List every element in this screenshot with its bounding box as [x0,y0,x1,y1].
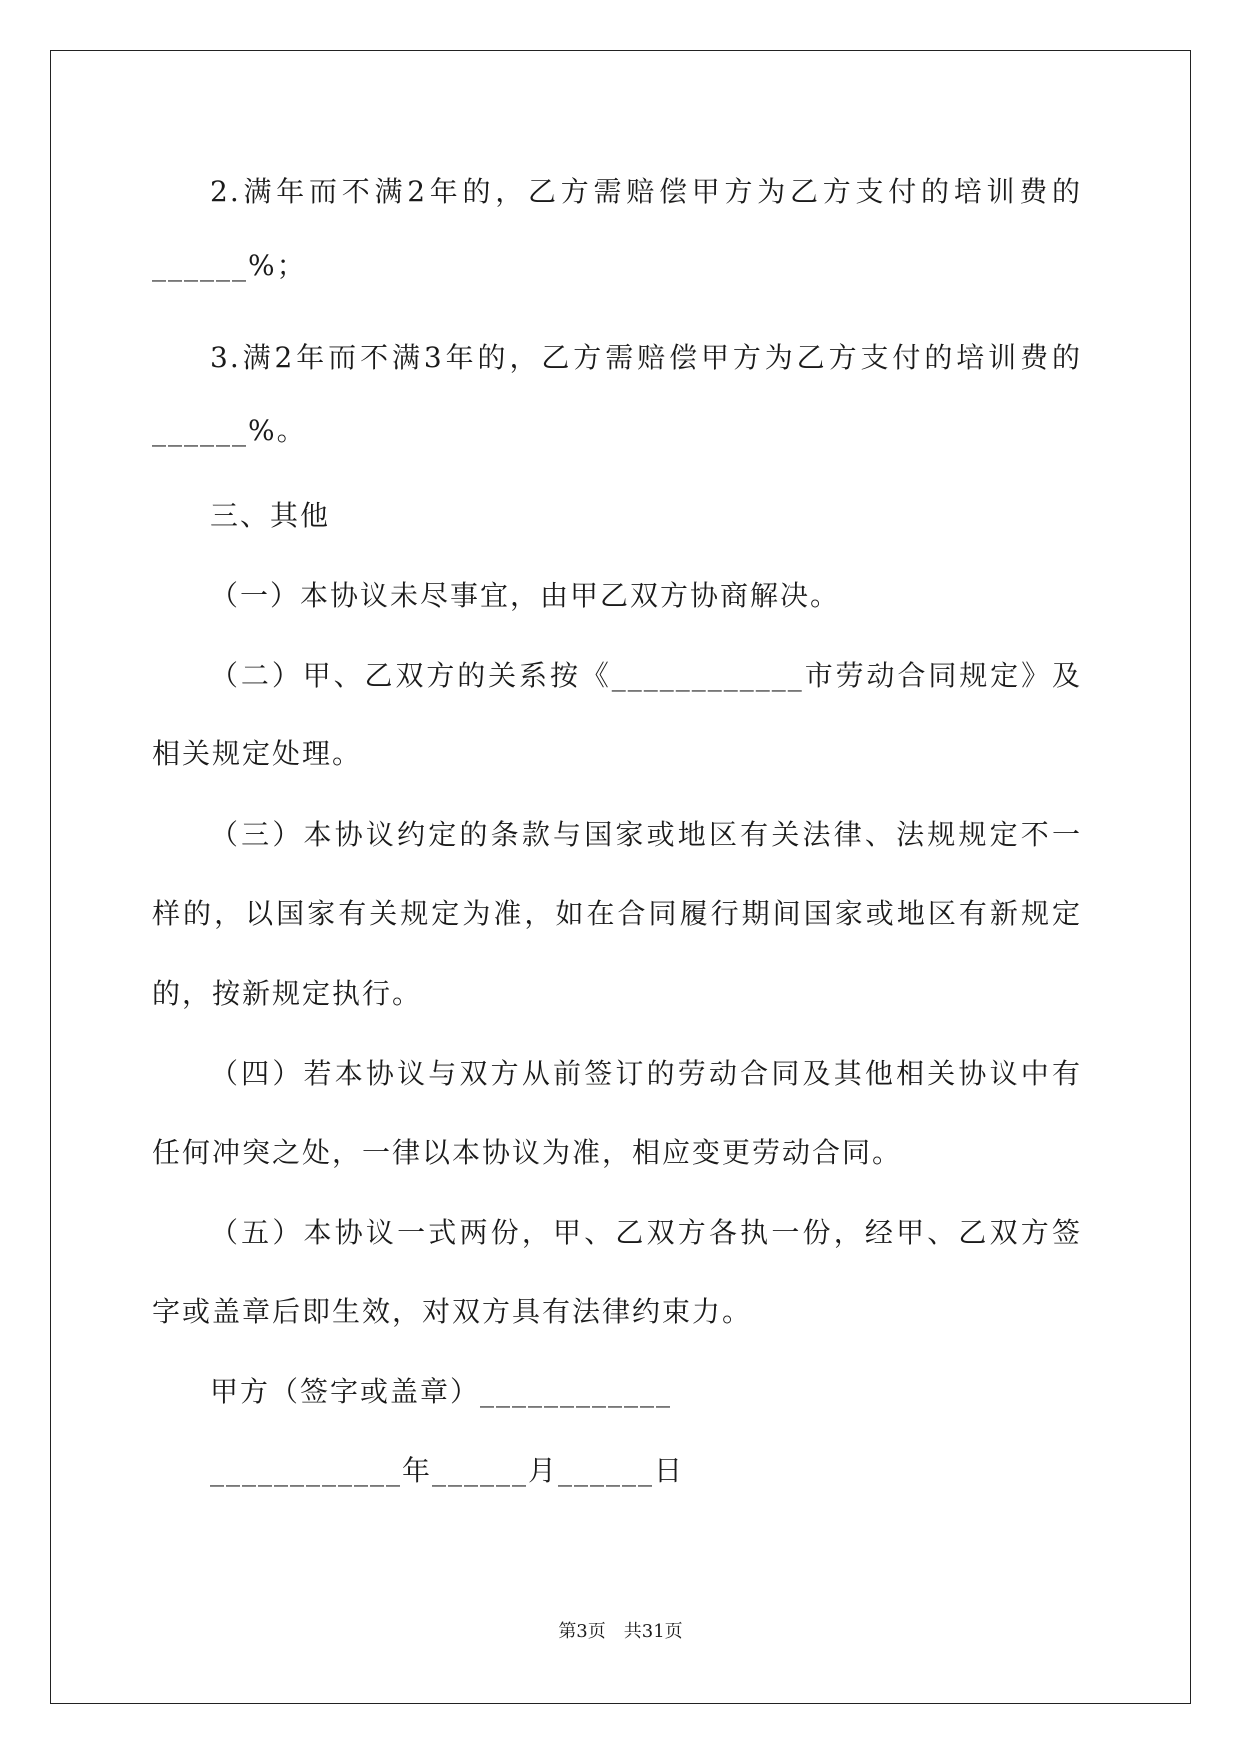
clause-3-line-1: 3.满2年而不满3年的，乙方需赔偿甲方为乙方支付的培训费的 [210,341,1082,374]
item-2-line-1: （二）甲、乙双方的关系按《____________市劳动合同规定》及 [210,659,1082,692]
item-2-line-2: 相关规定处理。 [152,737,363,770]
clause-3-line-2: ______%。 [152,414,307,447]
item-5-line-1: （五）本协议一式两份，甲、乙双方各执一份，经甲、乙双方签 [210,1216,1082,1249]
clause-2-line-2: ______%； [152,249,307,282]
item-3-line-2: 样的，以国家有关规定为准，如在合同履行期间国家或地区有新规定 [152,897,1082,930]
item-4-line-2: 任何冲突之处，一律以本协议为准，相应变更劳动合同。 [152,1136,903,1169]
clause-2-line-1: 2.满年而不满2年的，乙方需赔偿甲方为乙方支付的培训费的 [210,175,1082,208]
item-4-line-1: （四）若本协议与双方从前签订的劳动合同及其他相关协议中有 [210,1057,1082,1090]
section-heading-other: 三、其他 [210,499,331,532]
party-a-signature-line: 甲方（签字或盖章）____________ [210,1375,673,1408]
item-3-line-1: （三）本协议约定的条款与国家或地区有关法律、法规规定不一 [210,818,1082,851]
signature-date-line: ____________年______月______日 [210,1454,685,1487]
item-1-line-1: （一）本协议未尽事宜，由甲乙双方协商解决。 [210,579,841,612]
page-number-footer: 第3页 共31页 [558,1621,683,1642]
item-5-line-2: 字或盖章后即生效，对双方具有法律约束力。 [152,1295,753,1328]
item-3-line-3: 的，按新规定执行。 [152,977,423,1010]
